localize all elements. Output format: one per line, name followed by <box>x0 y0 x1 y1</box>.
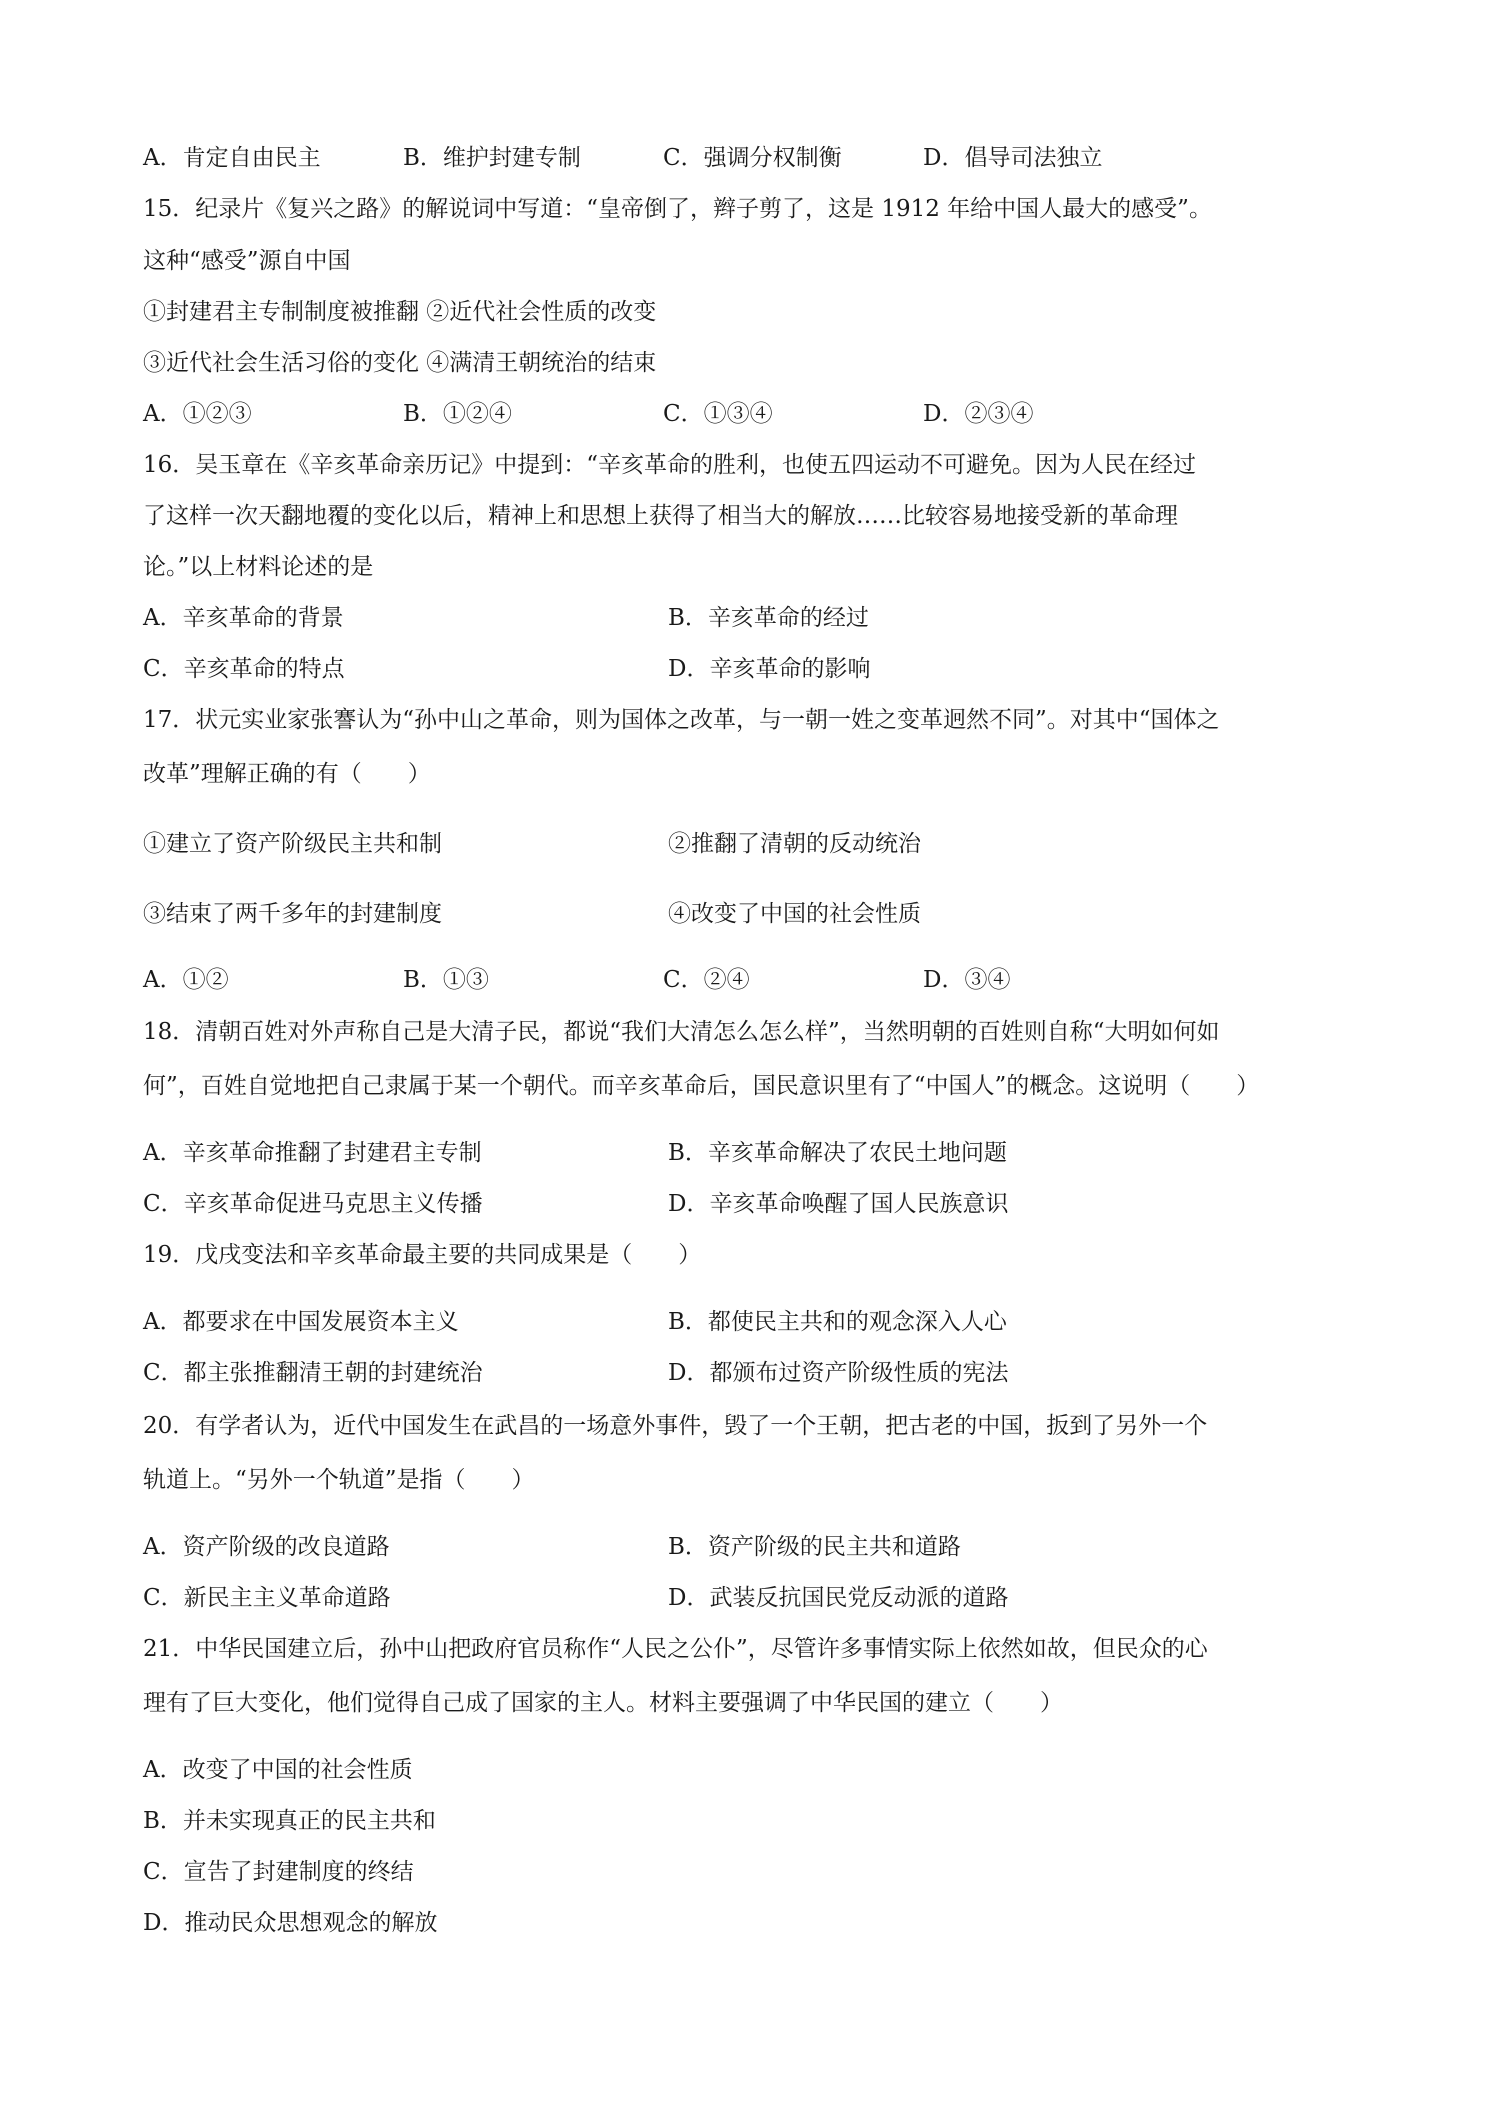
q18-stem-line1: 18．清朝百姓对外声称自己是大清子民，都说“我们大清怎么怎么样”，当然明朝的百姓则自称“大明如何如 <box>143 1019 1220 1045</box>
q18-options-row1 <box>143 1138 1363 1168</box>
q17-options <box>143 965 1363 995</box>
q19-stem: 19．戊戌变法和辛亥革命最主要的共同成果是（ ） <box>143 1242 702 1268</box>
q15-options <box>143 399 1363 429</box>
q14-option-b[interactable]: B．维护封建专制 <box>403 145 581 171</box>
q21-option-c[interactable]: C．宣告了封建制度的终结 <box>143 1859 414 1885</box>
q19-option-c[interactable]: C．都主张推翻清王朝的封建统治 <box>143 1360 483 1386</box>
q16-option-b[interactable]: B．辛亥革命的经过 <box>668 605 869 631</box>
q15-statements-line1: ①封建君主专制制度被推翻 ②近代社会性质的改变 <box>143 299 657 325</box>
q18-option-b[interactable]: B．辛亥革命解决了农民土地问题 <box>668 1140 1007 1166</box>
q17-statements-row2 <box>143 899 1363 929</box>
q15-stem-line1: 15．纪录片《复兴之路》的解说词中写道：“皇帝倒了，辫子剪了，这是 1912 年给中国人最大的感受”。 <box>143 196 1212 222</box>
q15-option-b[interactable]: B．①②④ <box>403 401 512 427</box>
q17-option-b[interactable]: B．①③ <box>403 967 489 993</box>
q20-option-b[interactable]: B．资产阶级的民主共和道路 <box>668 1534 961 1560</box>
q17-statement-1: ①建立了资产阶级民主共和制 <box>143 831 442 857</box>
q21-stem-line1: 21．中华民国建立后，孙中山把政府官员称作“人民之公仆”，尽管许多事情实际上依然如故，但民众的心 <box>143 1636 1208 1662</box>
q19-options-row2 <box>143 1358 1363 1388</box>
q18-option-c[interactable]: C．辛亥革命促进马克思主义传播 <box>143 1191 483 1217</box>
q14-option-a[interactable]: A．肯定自由民主 <box>143 145 321 171</box>
q21-option-d[interactable]: D．推动民众思想观念的解放 <box>143 1910 438 1936</box>
q18-option-a[interactable]: A．辛亥革命推翻了封建君主专制 <box>143 1140 482 1166</box>
q16-options-row2 <box>143 654 1363 684</box>
q17-statement-2: ②推翻了清朝的反动统治 <box>668 831 921 857</box>
q15-statements-line2: ③近代社会生活习俗的变化 ④满清王朝统治的结束 <box>143 350 657 376</box>
q17-option-d[interactable]: D．③④ <box>923 967 1011 993</box>
q15-option-d[interactable]: D．②③④ <box>923 401 1034 427</box>
q16-option-a[interactable]: A．辛亥革命的背景 <box>143 605 344 631</box>
q20-stem-line2: 轨道上。“另外一个轨道”是指（ ） <box>143 1467 535 1493</box>
q17-stem-line1: 17．状元实业家张謇认为“孙中山之革命，则为国体之改革，与一朝一姓之变革迥然不同”。对其中“国体之 <box>143 707 1220 733</box>
q19-options-row1 <box>143 1307 1363 1337</box>
q19-option-a[interactable]: A．都要求在中国发展资本主义 <box>143 1309 459 1335</box>
q17-statements-row1 <box>143 829 1363 859</box>
q19-option-b[interactable]: B．都使民主共和的观念深入人心 <box>668 1309 1007 1335</box>
q16-stem-line1: 16．吴玉章在《辛亥革命亲历记》中提到：“辛亥革命的胜利，也使五四运动不可避免。因为人民在经过 <box>143 452 1197 478</box>
q17-statement-3: ③结束了两千多年的封建制度 <box>143 901 442 927</box>
q14-options <box>143 143 1363 173</box>
q20-option-d[interactable]: D．武装反抗国民党反动派的道路 <box>668 1585 1009 1611</box>
q16-options-row1 <box>143 603 1363 633</box>
q20-options-row2 <box>143 1583 1363 1613</box>
q21-option-a[interactable]: A．改变了中国的社会性质 <box>143 1757 413 1783</box>
q19-option-d[interactable]: D．都颁布过资产阶级性质的宪法 <box>668 1360 1009 1386</box>
q15-stem-line2: 这种“感受”源自中国 <box>143 248 351 274</box>
q20-option-a[interactable]: A．资产阶级的改良道路 <box>143 1534 390 1560</box>
q18-option-d[interactable]: D．辛亥革命唤醒了国人民族意识 <box>668 1191 1009 1217</box>
q17-stem-line2: 改革”理解正确的有（ ） <box>143 761 431 787</box>
q21-option-b[interactable]: B．并未实现真正的民主共和 <box>143 1808 436 1834</box>
q17-option-a[interactable]: A．①② <box>143 967 229 993</box>
q16-option-d[interactable]: D．辛亥革命的影响 <box>668 656 871 682</box>
q20-stem-line1: 20．有学者认为，近代中国发生在武昌的一场意外事件，毁了一个王朝，把古老的中国，扳到了另外一个 <box>143 1413 1208 1439</box>
q15-option-c[interactable]: C．①③④ <box>663 401 773 427</box>
q21-stem-line2: 理有了巨大变化，他们觉得自己成了国家的主人。材料主要强调了中华民国的建立（ ） <box>143 1690 1063 1716</box>
q17-option-c[interactable]: C．②④ <box>663 967 750 993</box>
q14-option-c[interactable]: C．强调分权制衡 <box>663 145 842 171</box>
q20-options-row1 <box>143 1532 1363 1562</box>
q20-option-c[interactable]: C．新民主主义革命道路 <box>143 1585 391 1611</box>
q14-option-d[interactable]: D．倡导司法独立 <box>923 145 1103 171</box>
q16-stem-line2: 了这样一次天翻地覆的变化以后，精神上和思想上获得了相当大的解放……比较容易地接受新的革命理 <box>143 503 1178 529</box>
q16-stem-line3: 论。”以上材料论述的是 <box>143 554 374 580</box>
q18-options-row2 <box>143 1189 1363 1219</box>
q15-option-a[interactable]: A．①②③ <box>143 401 252 427</box>
q17-statement-4: ④改变了中国的社会性质 <box>668 901 921 927</box>
q16-option-c[interactable]: C．辛亥革命的特点 <box>143 656 345 682</box>
q18-stem-line2: 何”，百姓自觉地把自己隶属于某一个朝代。而辛亥革命后，国民意识里有了“中国人”的概念。这说明（ ） <box>143 1073 1260 1099</box>
